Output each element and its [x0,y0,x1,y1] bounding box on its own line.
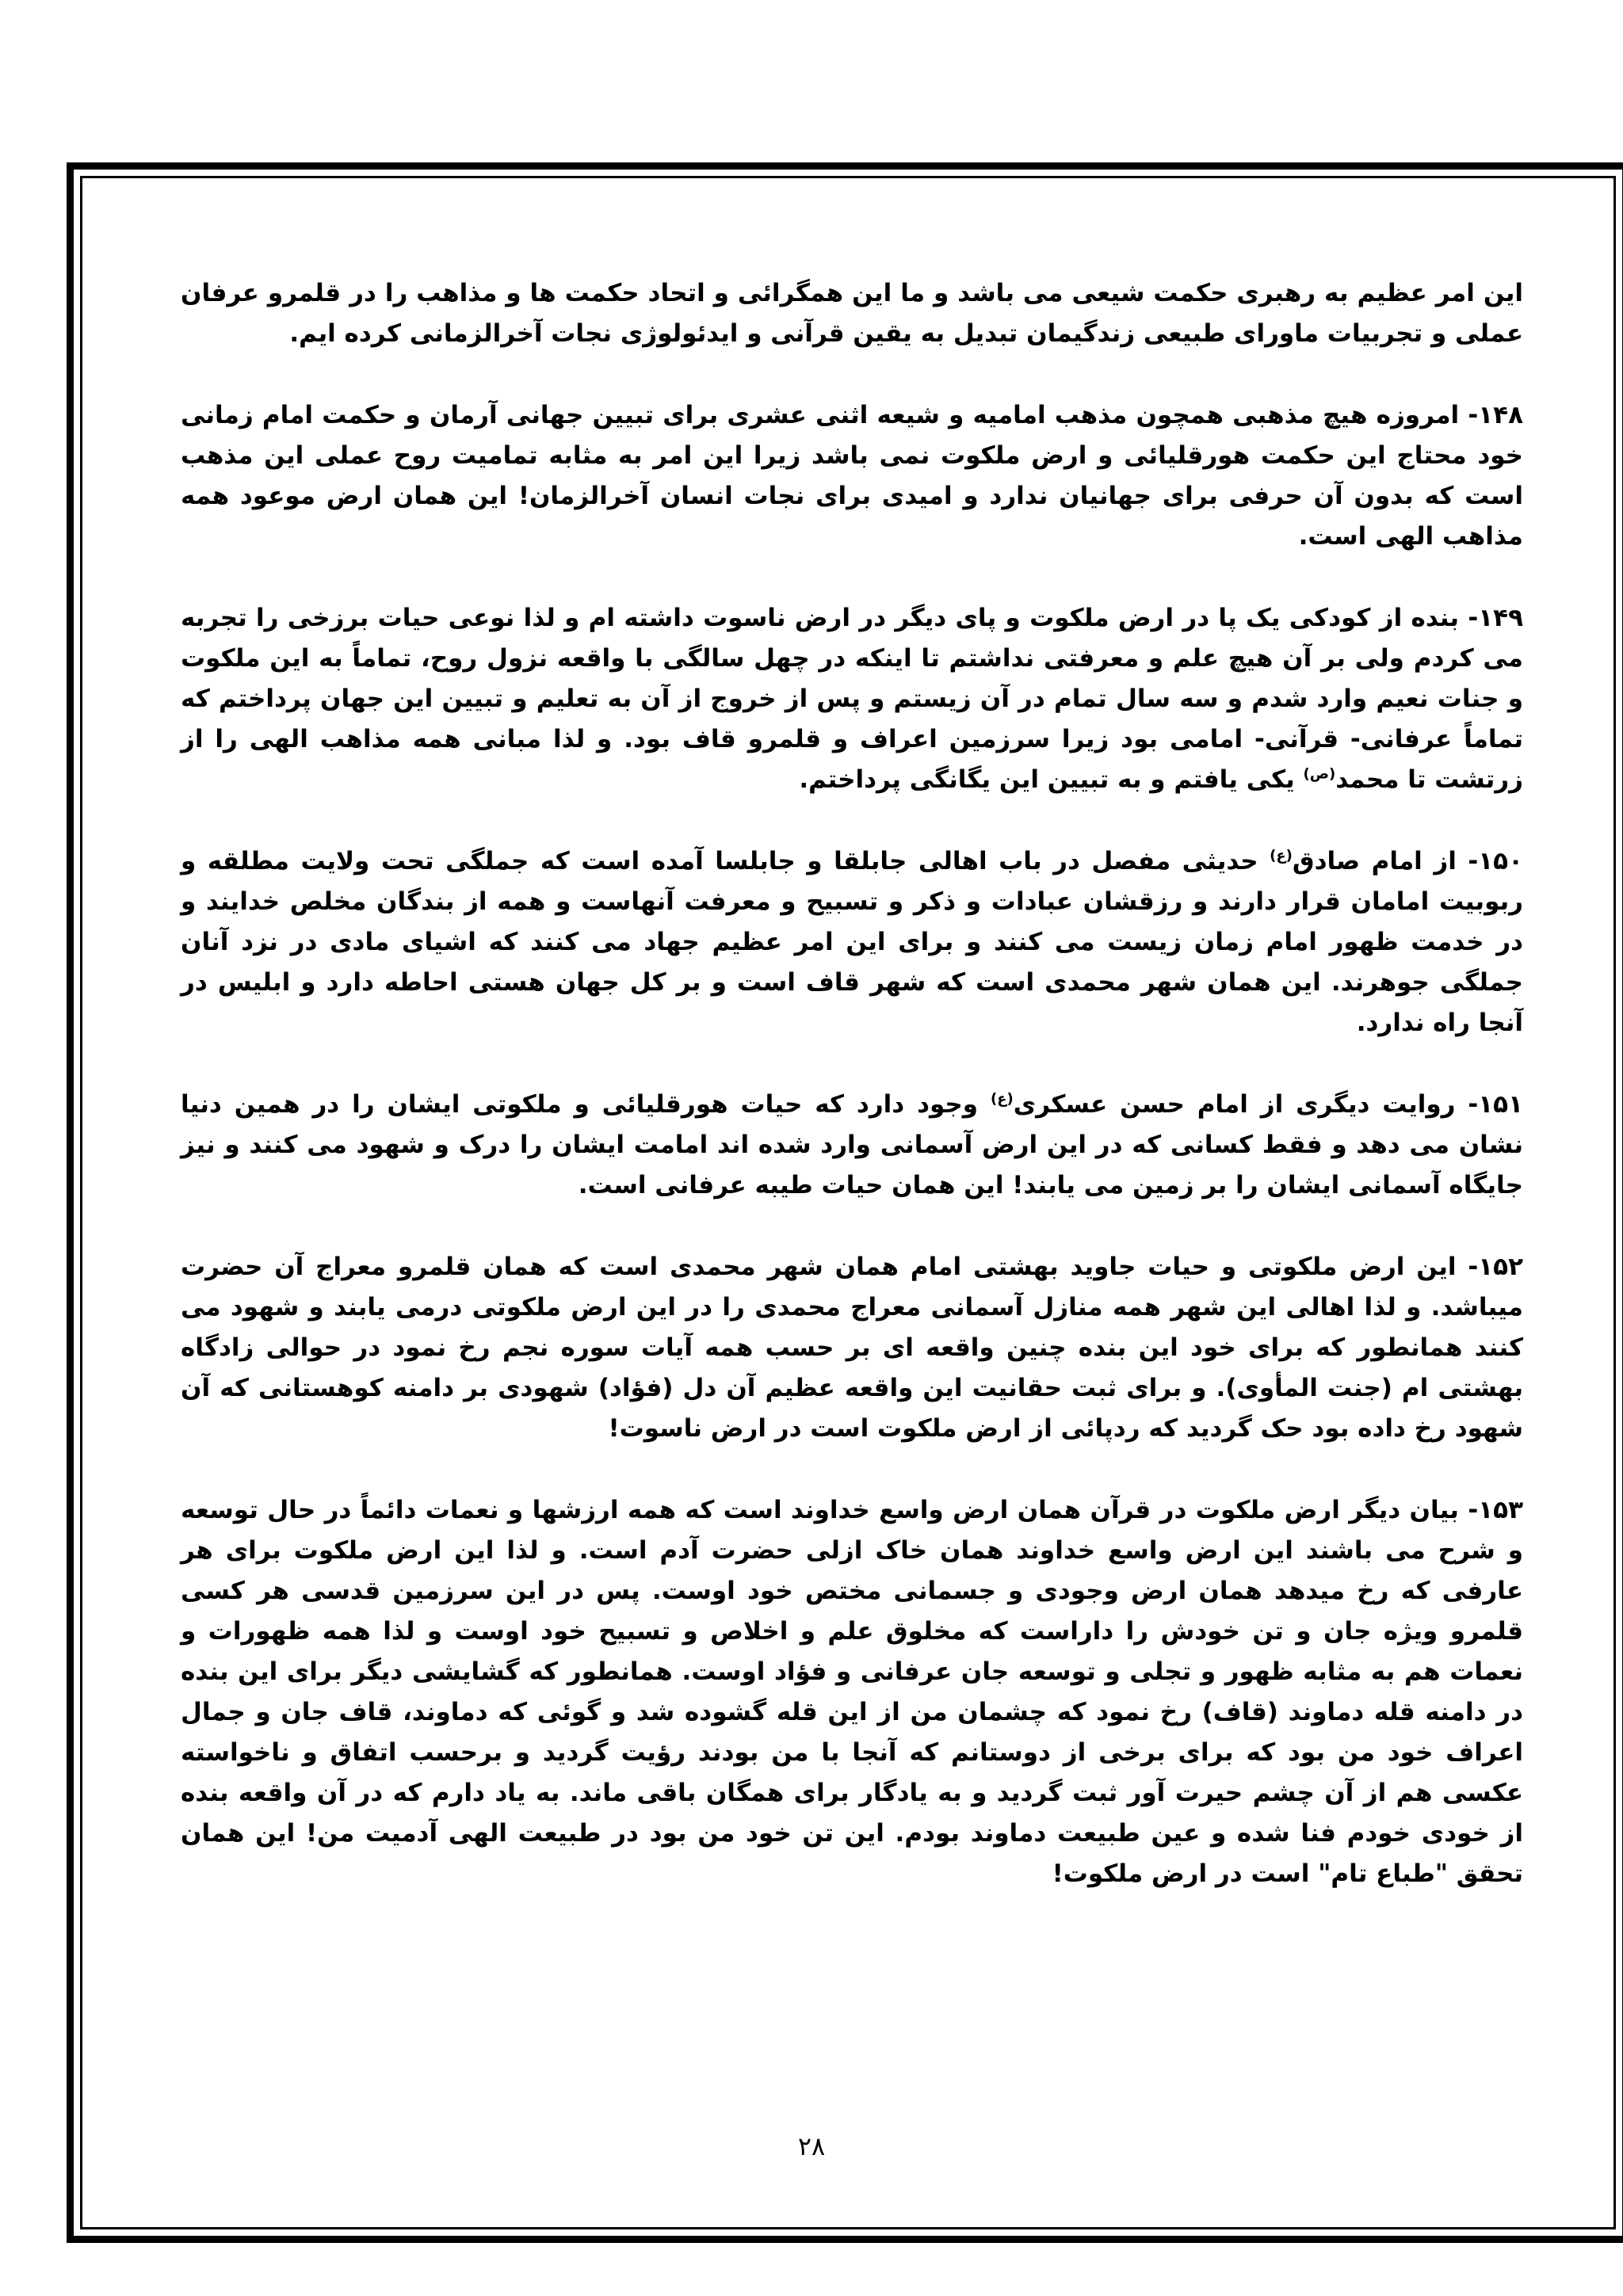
paragraph-text: ۱۵۳- بیان دیگر ارض ملکوت در قرآن همان ارض واسع خداوند است که همه ارزشها و نعمات دائماً در حال توسعه و شرح می باشند این ارض واسع خداوند همان خاک ازلی حضرت آدم است. و لذا این ارض ملکوت برای هر عارفی که رخ میدهد همان ارض وجودی و جسمانی مختص خود اوست. پس در این سرزمین قدسی هر کسی قلمرو ویژه جان و تن خودش را داراست که مخلوق علم و اخلاص و تسبیح خود اوست و لذا همه ظهورات و نعمات هم به مثابه ظهور و تجلی و توسعه جان عرفانی و فؤاد اوست. همانطور که گشایشی دیگر برای این بنده در دامنه قله دماوند (قاف) رخ نمود که چشمان من از این قله گشوده شد و گوئی که دماوند، قاف جان و جمال اعراف خود من بود که برای برخی از دوستانم که آنجا با من بودند رؤیت گردید و برحسب اتفاق و ناخواسته عکسی هم از آن چشم حیرت آور ثبت گردید و به یادگار برای همگان باقی ماند. به یاد دارم که در آن واقعه بنده از خودی خودم فنا شده و عین طبیعت دماوند بودم. این تن خود من بود در طبیعت الهی آدمیت من! این همان تحقق "طباع تام" است در ارض ملکوت! [181,1496,1523,1888]
paragraph [181,841,1523,1043]
honorific-superscript: (ص) [1303,765,1336,783]
paragraph-text: این امر عظیم به رهبری حکمت شیعی می باشد و ما این همگرائی و اتحاد حکمت ها و مذاهب را در قلمرو عرفان عملی و تجربیات ماورای طبیعی زندگیمان تبدیل به یقین قرآنی و ایدئولوژی نجات آخرالزمانی کرده ایم. [181,279,1523,348]
paragraph-text: ۱۵۱- روایت دیگری از امام حسن عسکری [1013,1090,1523,1119]
paragraph-text: ۱۵۲- این ارض ملکوتی و حیات جاوید بهشتی امام همان شهر محمدی است که همان قلمرو معراج آن حضرت میباشد. و لذا اهالی این شهر همه منازل آسمانی معراج محمدی را در این ارض ملکوتی درمی یابند و شهود می کنند همانطور که برای خود این بنده چنین واقعه ای بر حسب همه آیات سوره نجم رخ نمود در حوالی زادگاه بهشتی ام (جنت المأوی). و برای ثبت حقانیت این واقعه عظیم آن دل (فؤاد) شهودی بر دامنه کوهستانی که آن شهود رخ داده بود حک گردید که ردپائی از ارض ملکوت است در ارض ناسوت! [181,1253,1523,1443]
paragraph-text: ۱۴۹- بنده از کودکی یک پا در ارض ملکوت و پای دیگر در ارض ناسوت داشته ام و لذا نوعی حیات برزخی را تجربه می کردم ولی بر آن هیچ علم و معرفتی نداشتم تا اینکه در چهل سالگی با واقعه نزول روح، تماماً به این ملکوت و جنات نعیم وارد شدم و سه سال تمام در آن زیستم و پس از خروج از آن به تعلیم و تبیین این جهان پرداختم که تماماً عرفانی- قرآنی- امامی بود زیرا سرزمین اعراف و قلمرو قاف بود. و لذا مبانی همه مذاهب الهی را از زرتشت تا محمد [181,604,1523,794]
paragraph [181,1085,1523,1206]
page-number: ۲۸ [797,2131,826,2161]
paragraph [181,1490,1523,1894]
paragraph [181,273,1523,354]
paragraph-text: ۱۴۸- امروزه هیچ مذهبی همچون مذهب امامیه و شیعه اثنی عشری برای تبیین جهانی آرمان و حکمت امام زمانی خود محتاج این حکمت هورقلیائی و ارض ملکوت نمی باشد زیرا این امر به مثابه تمامیت روح عملی این مذهب است که بدون آن حرفی برای جهانیان ندارد و امیدی برای نجات انسان آخرالزمان! این همان ارض موعود همه مذاهب الهی است. [181,401,1523,551]
paragraph [181,1247,1523,1449]
document-body [181,273,1523,1936]
paragraph [181,598,1523,800]
paragraph-text: یکی یافتم و به تبیین این یگانگی پرداختم. [799,765,1304,794]
paragraph-text: حدیثی مفصل در باب اهالی جابلقا و جابلسا آمده است که جملگی تحت ولایت مطلقه و ربوبیت امامان قرار دارند و رزقشان عبادات و ذکر و تسبیح و معرفت آنهاست و همه از بندگان مخلص خدایند و در خدمت ظهور امام زمان زیست می کنند و برای این امر عظیم جهاد می کنند که اشیای مادی در نزد آنان جملگی جوهرند. این همان شهر محمدی است که شهر قاف است و بر کل جهان هستی احاطه دارد و ابلیس در آنجا راه ندارد. [181,847,1523,1037]
paragraph-text: ۱۵۰- از امام صادق [1292,847,1523,875]
paragraph [181,395,1523,557]
paragraph-text: وجود دارد که حیات هورقلیائی و ملکوتی ایشان را در همین دنیا نشان می دهد و فقط کسانی که در این ارض آسمانی وارد شده اند امامت ایشان را درک و شهود می کنند و نیز جایگاه آسمانی ایشان را بر زمین می یابند! این همان حیات طیبه عرفانی است. [181,1090,1523,1199]
honorific-superscript: (ع) [990,1090,1014,1108]
honorific-superscript: (ع) [1270,847,1293,864]
